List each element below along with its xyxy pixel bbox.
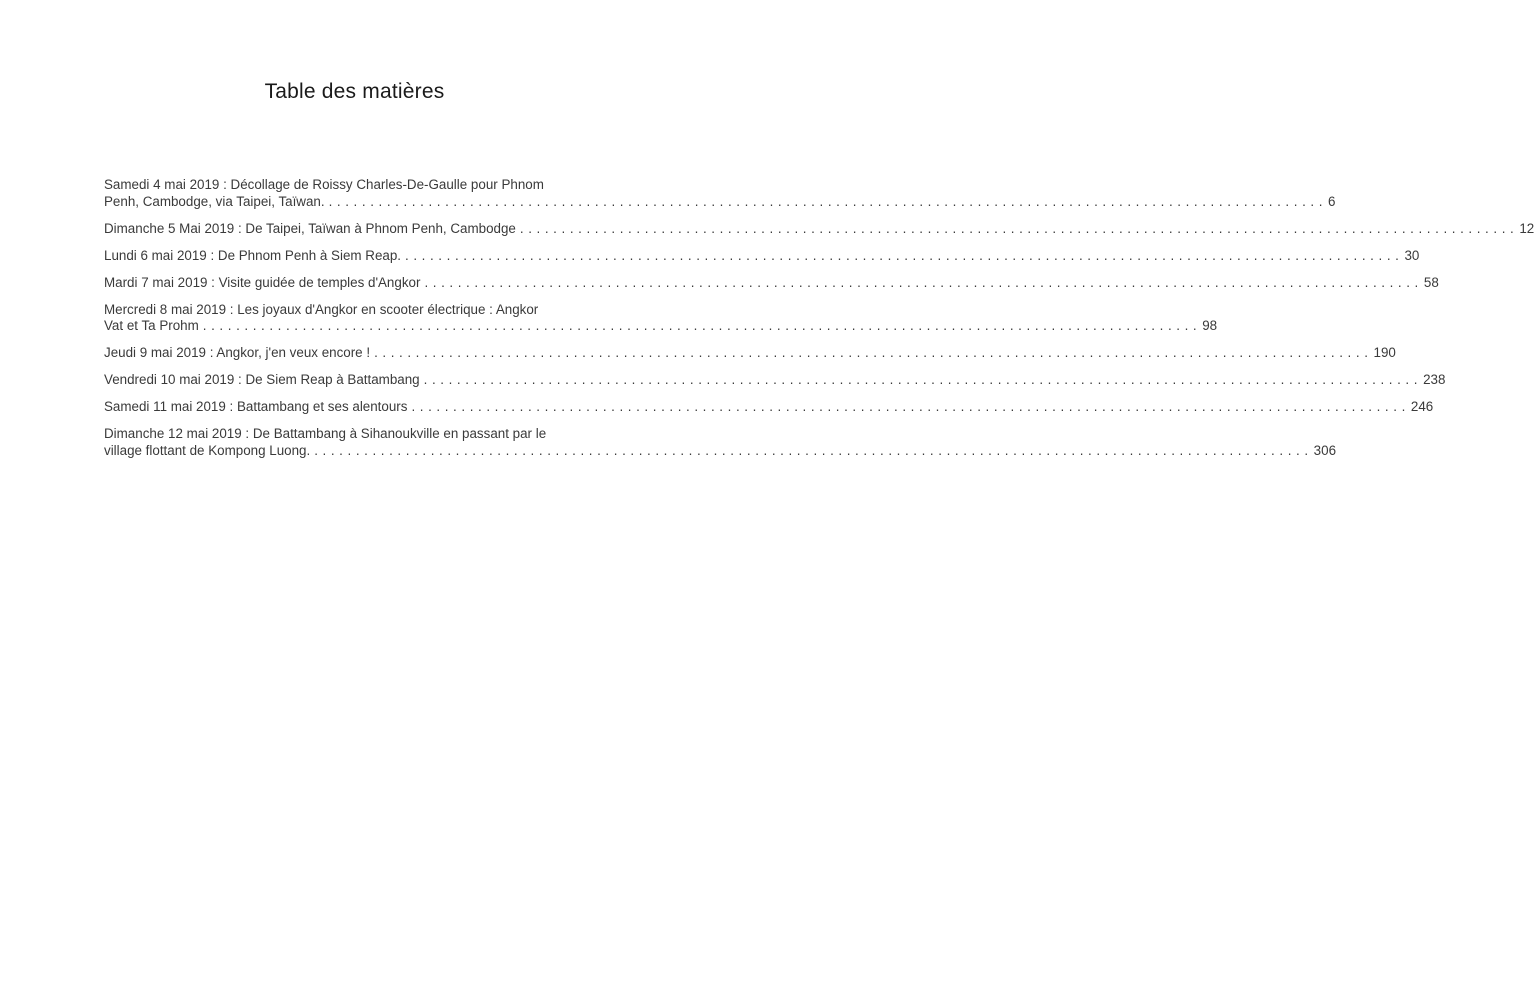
dot-leader: ........................................................................................................................ [374, 345, 1373, 360]
toc-entry[interactable] [104, 177, 1336, 210]
toc-entry[interactable] [104, 399, 1434, 416]
dot-leader: ........................................................................................................................ [314, 442, 1313, 458]
toc-entry-title: village flottant de Kompong Luong. [104, 442, 311, 458]
table-of-contents [104, 177, 1534, 470]
dot-leader: ........................................................................................................................ [411, 399, 1410, 414]
dot-leader: ........................................................................................................................ [328, 193, 1328, 209]
toc-entry[interactable] [104, 274, 1439, 292]
toc-entry-page-number: 58 [1423, 274, 1439, 290]
toc-entry-first-line: Dimanche 12 mai 2019 : De Battambang à Sihanoukville en passant par le [104, 426, 547, 441]
toc-entry-page-number: 190 [1373, 345, 1396, 360]
toc-entry-title: Dimanche 5 Mai 2019 : De Taipei, Taïwan à Phnom Penh, Cambodge [104, 220, 516, 236]
page-title: Table des matières [264, 80, 445, 103]
toc-entry-page-number: 306 [1313, 442, 1337, 458]
toc-entry-page-number: 6 [1328, 193, 1336, 209]
dot-leader: ........................................................................................................................ [519, 220, 1519, 236]
toc-entry-title: Lundi 6 mai 2019 : De Phnom Penh à Siem Reap. [104, 247, 402, 263]
toc-entry-first-line: Samedi 4 mai 2019 : Décollage de Roissy Charles-De-Gaulle pour Phnom [104, 177, 544, 192]
toc-entry-title: Mardi 7 mai 2019 : Visite guidée de temples d'Angkor [104, 274, 421, 290]
toc-entry[interactable] [104, 247, 1420, 265]
toc-entry[interactable] [104, 426, 1337, 459]
dot-leader: ........................................................................................................................ [405, 247, 1404, 263]
dot-leader: ........................................................................................................................ [424, 274, 1423, 290]
toc-entry-title: Penh, Cambodge, via Taipei, Taïwan. [104, 193, 325, 209]
dot-leader: ........................................................................................................................ [202, 318, 1202, 333]
toc-entry-page-number: 98 [1202, 318, 1218, 333]
toc-entry[interactable] [104, 372, 1446, 389]
toc-entry[interactable] [104, 301, 1218, 335]
toc-entry-title: Vendredi 10 mai 2019 : De Siem Reap à Battambang [104, 372, 420, 387]
toc-entry[interactable] [104, 345, 1396, 362]
toc-entry[interactable] [104, 220, 1534, 238]
toc-entry-first-line: Mercredi 8 mai 2019 : Les joyaux d'Angkor en scooter électrique : Angkor [104, 301, 539, 317]
toc-entry-title: Vat et Ta Prohm [104, 318, 199, 333]
toc-entry-page-number: 30 [1404, 247, 1420, 263]
toc-entry-page-number: 12 [1519, 220, 1534, 236]
toc-entry-page-number: 238 [1423, 372, 1446, 387]
toc-entry-title: Samedi 11 mai 2019 : Battambang et ses alentours [104, 399, 408, 414]
toc-entry-page-number: 246 [1410, 399, 1434, 414]
toc-entry-title: Jeudi 9 mai 2019 : Angkor, j'en veux encore ! [104, 345, 371, 360]
dot-leader: ........................................................................................................................ [423, 372, 1423, 387]
